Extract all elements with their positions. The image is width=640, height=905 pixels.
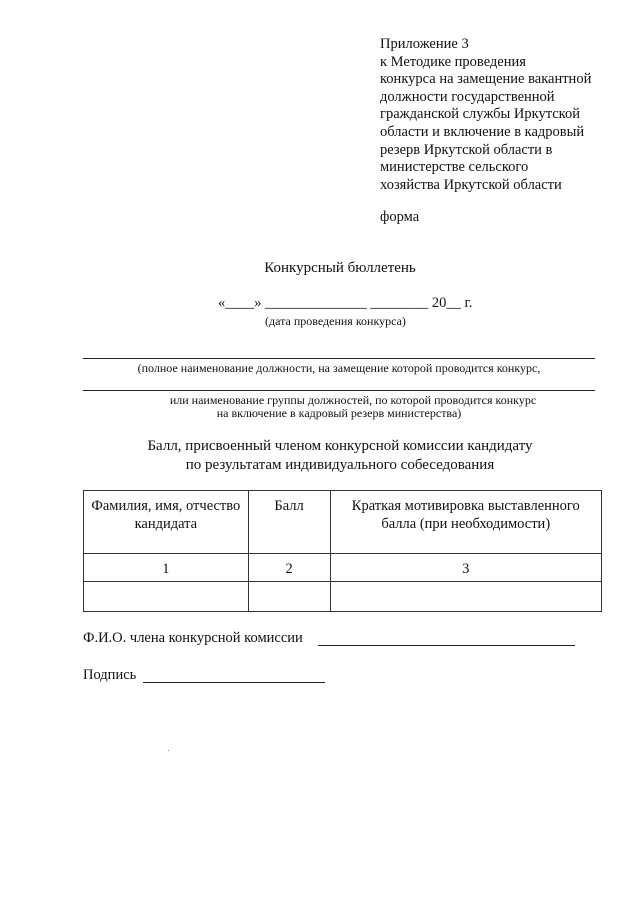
appendix-line: гражданской службы Иркутской [380,106,580,123]
appendix-line: министерстве сельского [380,159,529,176]
table-cell[interactable] [248,582,330,612]
position-caption: (полное наименование должности, на замещение которой проводится конкурс, [137,361,541,375]
table-cell[interactable] [330,582,601,612]
appendix-line: области и включение в кадровый [380,123,585,140]
member-name-label: Ф.И.О. члена конкурсной комиссии [83,630,303,646]
table-cell[interactable] [84,582,249,612]
appendix-line: резерв Иркутской области в [380,141,553,158]
table-header-row [84,491,602,554]
appendix-line: Приложение 3 [380,36,469,52]
position-caption-3: на включение в кадровый резерв министерства) [216,406,462,420]
section-heading-2: по результатам индивидуального собеседования [185,457,495,473]
position-fill-line [83,358,595,359]
scan-speck [168,750,169,751]
appendix-block [380,36,591,194]
appendix-line: конкурса на замещение вакантной [380,71,592,88]
date-caption: (дата проведения конкурса) [265,314,406,328]
appendix-line: должности государственной [380,88,555,105]
section-heading: Балл, присвоенный членом конкурсной комиссии кандидату [147,438,533,454]
table-number-row [84,554,602,582]
header-candidate-name: Фамилия, имя, отчество кандидата [84,491,249,554]
header-score: Балл [248,491,330,554]
table-row [84,582,602,612]
signature-line [143,682,325,683]
column-number: 3 [330,554,601,582]
signature-label: Подпись [83,667,137,683]
column-number: 2 [248,554,330,582]
date-fill-line: «____» ______________ ________ 20__ г. [218,295,473,311]
appendix-line: к Методике проведения [380,53,526,70]
position-caption-2: или наименование группы должностей, по которой проводится конкурс [169,393,537,407]
header-motivation: Краткая мотивировка выставленного балла (при необходимости) [330,491,601,554]
document-title: Конкурсный бюллетень [264,260,416,276]
column-number: 1 [84,554,249,582]
member-name-line [318,645,575,646]
appendix-line: хозяйства Иркутской области [380,176,562,193]
score-table [83,490,602,612]
form-label: форма [380,209,420,225]
position-fill-line-2 [83,390,595,391]
